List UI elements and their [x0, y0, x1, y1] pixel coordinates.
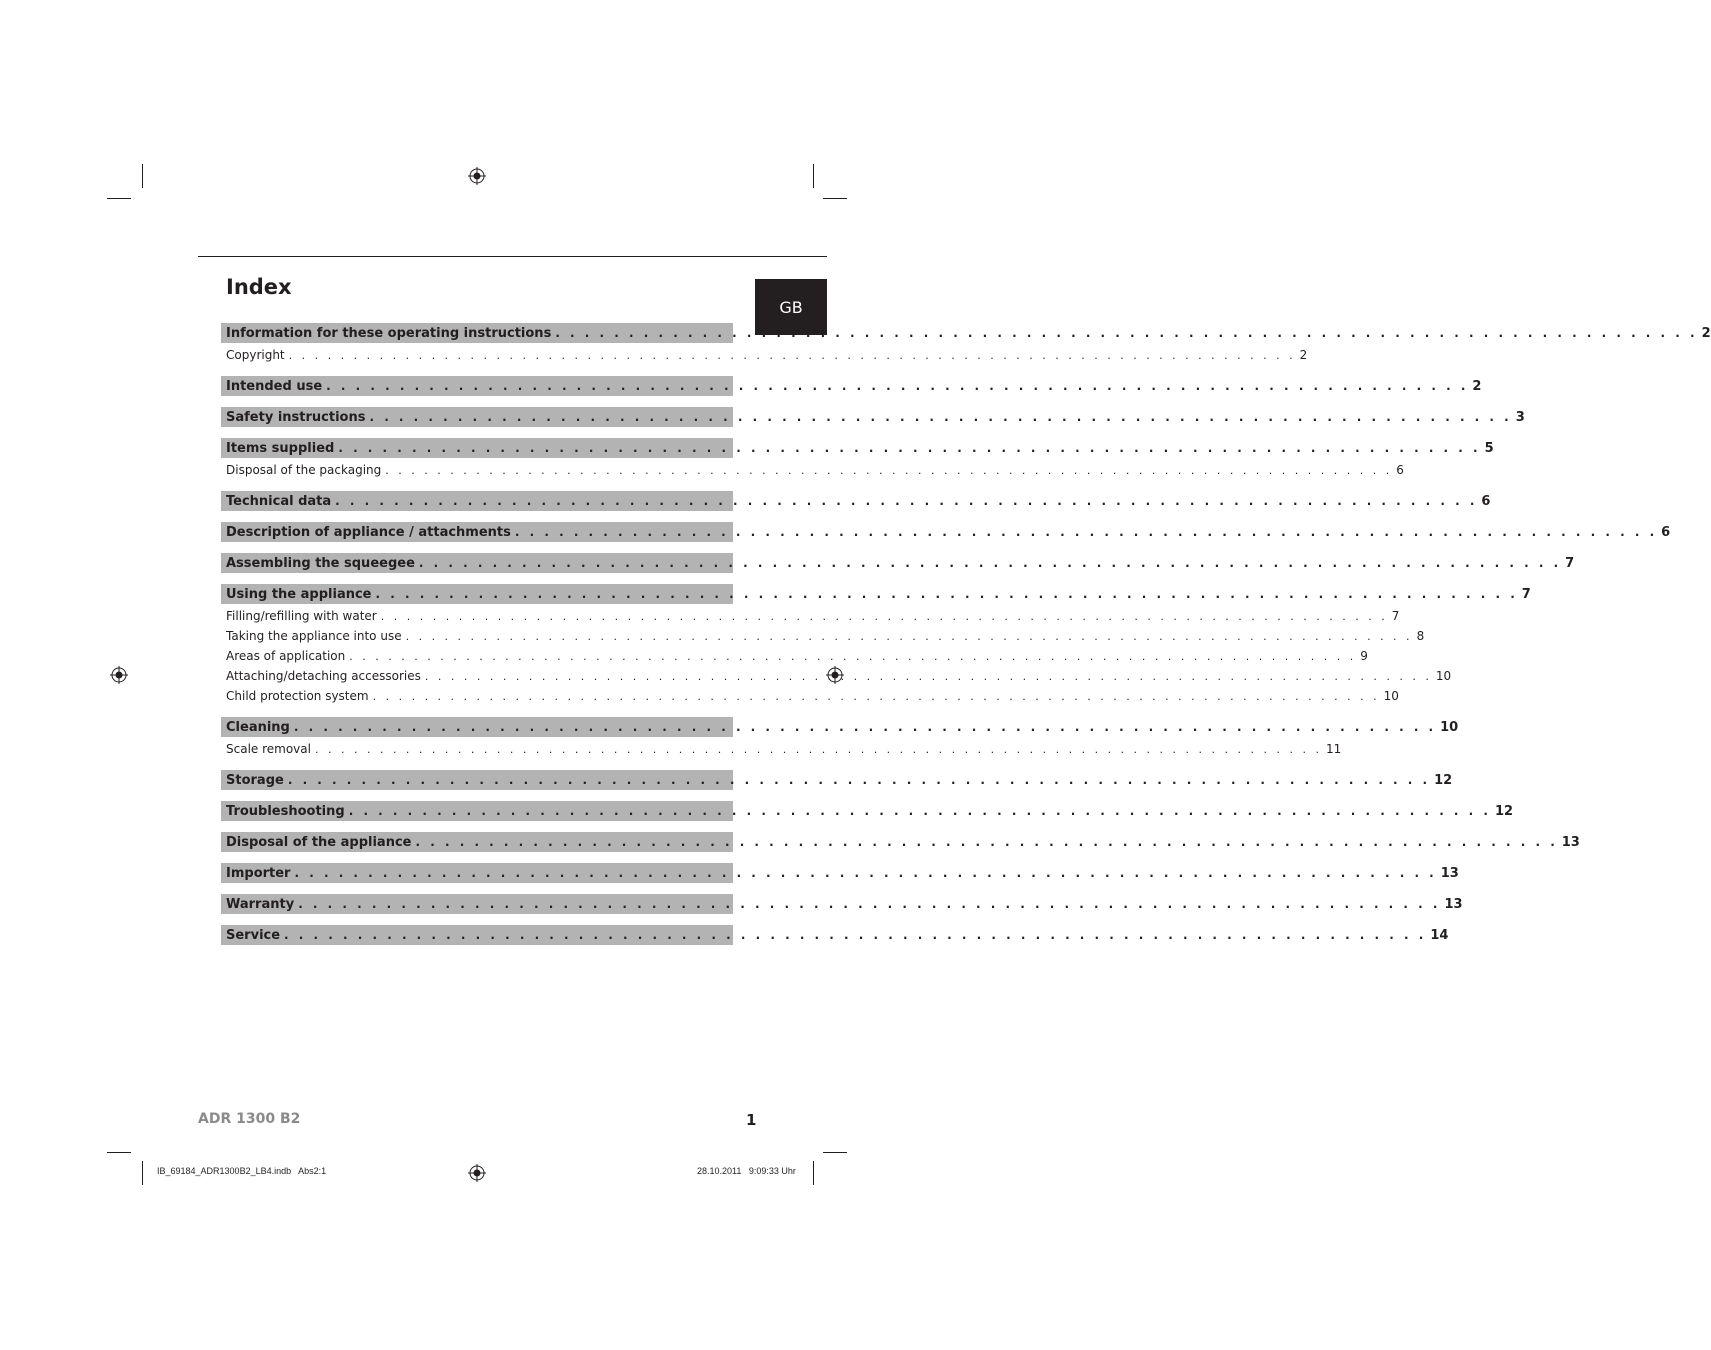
- toc-subsection-label: Filling/refilling with water: [226, 609, 377, 623]
- toc-leader-dots: . . . . . . . . . . . . . . . . . . . . . . . . . . . . . . . . . . . . . . . . . . . . . . . . . . . . . . . . . . . . . . . . . . . . . . . . . . . . . .: [293, 720, 1437, 734]
- toc-section-row: [221, 522, 1671, 542]
- toc-section-label: Importer: [226, 865, 291, 881]
- toc-subsection-page: 11: [1325, 742, 1342, 756]
- toc-subsection-page: 10: [1435, 669, 1452, 683]
- toc-subsection-row: [221, 739, 1342, 759]
- toc-section-row: [221, 717, 1459, 737]
- toc-leader-dots: . . . . . . . . . . . . . . . . . . . . . . . . . . . . . . . . . . . . . . . . . . . . . . . . . . . . . . . . . . . . . . . . . . . . . . . . . . . . . .: [418, 556, 1562, 570]
- print-slug-file: IB_69184_ADR1300B2_LB4.indb Abs2:1: [157, 1166, 327, 1176]
- toc-subsection-label: Taking the appliance into use: [226, 629, 402, 643]
- toc-leader-dots: . . . . . . . . . . . . . . . . . . . . . . . . . . . . . . . . . . . . . . . . . . . . . . . . . . . . . . . . . . . . . . . . . . . . . . . . . . . . . .: [294, 866, 1437, 880]
- toc-section-row: [221, 438, 1494, 458]
- toc-leader-dots: . . . . . . . . . . . . . . . . . . . . . . . . . . . . . . . . . . . . . . . . . . . . . . . . . . . . . . . . . . . . . . . . . . . . . . . . . . . . . .: [349, 649, 1357, 663]
- toc-subsection-label: Copyright: [226, 348, 285, 362]
- toc-section-page: 7: [1521, 586, 1531, 602]
- toc-leader-dots: . . . . . . . . . . . . . . . . . . . . . . . . . . . . . . . . . . . . . . . . . . . . . . . . . . . . . . . . . . . . . . . . . . . . . . . . . . . . . .: [288, 348, 1296, 362]
- toc-subsection-row: [221, 460, 1404, 480]
- toc-section-row: [221, 925, 1449, 945]
- table-of-contents: [221, 323, 1711, 945]
- toc-leader-dots: . . . . . . . . . . . . . . . . . . . . . . . . . . . . . . . . . . . . . . . . . . . . . . . . . . . . . . . . . . . . . . . . . . . . . . . . . . . . . .: [326, 379, 1469, 393]
- toc-section-page: 2: [1701, 325, 1711, 341]
- toc-leader-dots: . . . . . . . . . . . . . . . . . . . . . . . . . . . . . . . . . . . . . . . . . . . . . . . . . . . . . . . . . . . . . . . . . . . . . . . . . . . . . .: [314, 742, 1322, 756]
- toc-leader-dots: . . . . . . . . . . . . . . . . . . . . . . . . . . . . . . . . . . . . . . . . . . . . . . . . . . . . . . . . . . . . . . . . . . . . . . . . . . . . . .: [514, 525, 1658, 539]
- toc-section-label: Safety instructions: [226, 409, 366, 425]
- toc-section-page: 7: [1565, 555, 1575, 571]
- toc-subsection-row: [221, 345, 1308, 365]
- toc-subsection-label: Disposal of the packaging: [226, 463, 382, 477]
- toc-section-row: [221, 863, 1459, 883]
- page-number: 1: [746, 1111, 757, 1129]
- crop-mark: [823, 198, 847, 199]
- toc-section-page: 14: [1430, 927, 1449, 943]
- toc-section-row: [221, 770, 1453, 790]
- toc-leader-dots: . . . . . . . . . . . . . . . . . . . . . . . . . . . . . . . . . . . . . . . . . . . . . . . . . . . . . . . . . . . . . . . . . . . . . . . . . . . . . .: [335, 494, 1478, 508]
- toc-leader-dots: . . . . . . . . . . . . . . . . . . . . . . . . . . . . . . . . . . . . . . . . . . . . . . . . . . . . . . . . . . . . . . . . . . . . . . . . . . . . . .: [348, 804, 1491, 818]
- toc-subsection-label: Areas of application: [226, 649, 346, 663]
- toc-leader-dots: . . . . . . . . . . . . . . . . . . . . . . . . . . . . . . . . . . . . . . . . . . . . . . . . . . . . . . . . . . . . . . . . . . . . . . . . . . . . . .: [287, 773, 1431, 787]
- toc-leader-dots: . . . . . . . . . . . . . . . . . . . . . . . . . . . . . . . . . . . . . . . . . . . . . . . . . . . . . . . . . . . . . . . . . . . . . . . . . . . . . .: [555, 326, 1698, 340]
- toc-subsection-label: Child protection system: [226, 689, 369, 703]
- toc-section-label: Troubleshooting: [226, 803, 345, 819]
- toc-section-page: 5: [1484, 440, 1494, 456]
- toc-subsection-page: 8: [1416, 629, 1425, 643]
- toc-section-row: [221, 491, 1491, 511]
- toc-section-row: [221, 407, 1525, 427]
- crop-mark: [142, 164, 143, 188]
- toc-section-label: Disposal of the appliance: [226, 834, 412, 850]
- crop-mark: [107, 1152, 131, 1153]
- toc-section-row: [221, 894, 1463, 914]
- toc-subsection-row: [221, 626, 1425, 646]
- toc-section-label: Items supplied: [226, 440, 335, 456]
- header-rule: [198, 256, 827, 257]
- toc-subsection-page: 7: [1391, 609, 1400, 623]
- page-title: Index: [226, 275, 292, 299]
- crop-mark: [813, 164, 814, 188]
- toc-section-label: Service: [226, 927, 281, 943]
- language-tab: GB: [755, 279, 827, 335]
- toc-section-row: [221, 832, 1580, 852]
- toc-section-page: 12: [1434, 772, 1453, 788]
- toc-section-page: 12: [1494, 803, 1514, 819]
- toc-leader-dots: . . . . . . . . . . . . . . . . . . . . . . . . . . . . . . . . . . . . . . . . . . . . . . . . . . . . . . . . . . . . . . . . . . . . . . . . . . . . . .: [405, 629, 1413, 643]
- toc-section-page: 13: [1440, 865, 1459, 881]
- toc-subsection-page: 10: [1383, 689, 1399, 703]
- toc-section-page: 2: [1472, 378, 1482, 394]
- toc-subsection-row: [221, 666, 1452, 686]
- toc-section-label: Description of appliance / attachments: [226, 524, 511, 540]
- print-slug-timestamp: 28.10.2011 9:09:33 Uhr: [697, 1166, 796, 1176]
- toc-subsection-page: 9: [1360, 649, 1368, 663]
- toc-subsection-row: [221, 686, 1399, 706]
- model-number: ADR 1300 B2: [198, 1111, 301, 1127]
- crop-mark: [142, 1161, 143, 1185]
- toc-leader-dots: . . . . . . . . . . . . . . . . . . . . . . . . . . . . . . . . . . . . . . . . . . . . . . . . . . . . . . . . . . . . . . . . . . . . . . . . . . . . . .: [298, 897, 1441, 911]
- registration-mark-icon: [110, 666, 128, 684]
- toc-subsection-row: [221, 606, 1400, 626]
- toc-section-row: [221, 801, 1514, 821]
- toc-subsection-page: 2: [1299, 348, 1308, 362]
- crop-mark: [107, 198, 131, 199]
- registration-mark-icon: [468, 1164, 486, 1182]
- toc-section-label: Using the appliance: [226, 586, 372, 602]
- toc-section-label: Technical data: [226, 493, 332, 509]
- toc-leader-dots: . . . . . . . . . . . . . . . . . . . . . . . . . . . . . . . . . . . . . . . . . . . . . . . . . . . . . . . . . . . . . . . . . . . . . . . . . . . . . .: [415, 835, 1558, 849]
- toc-subsection-row: [221, 646, 1368, 666]
- toc-section-page: 10: [1440, 719, 1459, 735]
- toc-leader-dots: . . . . . . . . . . . . . . . . . . . . . . . . . . . . . . . . . . . . . . . . . . . . . . . . . . . . . . . . . . . . . . . . . . . . . . . . . . . . . .: [424, 669, 1432, 683]
- toc-section-label: Assembling the squeegee: [226, 555, 415, 571]
- toc-section-page: 13: [1444, 896, 1463, 912]
- toc-section-row: [221, 584, 1531, 604]
- crop-mark: [813, 1161, 814, 1185]
- toc-section-row: [221, 323, 1711, 343]
- toc-subsection-label: Attaching/detaching accessories: [226, 669, 421, 683]
- toc-section-page: 3: [1515, 409, 1525, 425]
- toc-leader-dots: . . . . . . . . . . . . . . . . . . . . . . . . . . . . . . . . . . . . . . . . . . . . . . . . . . . . . . . . . . . . . . . . . . . . . . . . . . . . . .: [369, 410, 1512, 424]
- toc-section-page: 6: [1481, 493, 1491, 509]
- toc-section-label: Intended use: [226, 378, 323, 394]
- toc-section-row: [221, 376, 1482, 396]
- registration-mark-icon: [468, 167, 486, 185]
- toc-section-page: 6: [1661, 524, 1671, 540]
- toc-subsection-label: Scale removal: [226, 742, 311, 756]
- toc-section-label: Storage: [226, 772, 284, 788]
- toc-leader-dots: . . . . . . . . . . . . . . . . . . . . . . . . . . . . . . . . . . . . . . . . . . . . . . . . . . . . . . . . . . . . . . . . . . . . . . . . . . . . . .: [338, 441, 1481, 455]
- toc-section-row: [221, 553, 1575, 573]
- toc-section-page: 13: [1561, 834, 1580, 850]
- toc-leader-dots: . . . . . . . . . . . . . . . . . . . . . . . . . . . . . . . . . . . . . . . . . . . . . . . . . . . . . . . . . . . . . . . . . . . . . . . . . . . . . .: [375, 587, 1518, 601]
- toc-leader-dots: . . . . . . . . . . . . . . . . . . . . . . . . . . . . . . . . . . . . . . . . . . . . . . . . . . . . . . . . . . . . . . . . . . . . . . . . . . . . . .: [284, 928, 1427, 942]
- toc-subsection-page: 6: [1396, 463, 1404, 477]
- toc-leader-dots: . . . . . . . . . . . . . . . . . . . . . . . . . . . . . . . . . . . . . . . . . . . . . . . . . . . . . . . . . . . . . . . . . . . . . . . . . . . . . .: [385, 463, 1393, 477]
- crop-mark: [823, 1152, 847, 1153]
- toc-section-label: Cleaning: [226, 719, 290, 735]
- toc-section-label: Information for these operating instructions: [226, 325, 552, 341]
- toc-leader-dots: . . . . . . . . . . . . . . . . . . . . . . . . . . . . . . . . . . . . . . . . . . . . . . . . . . . . . . . . . . . . . . . . . . . . . . . . . . . . . .: [380, 609, 1388, 623]
- toc-leader-dots: . . . . . . . . . . . . . . . . . . . . . . . . . . . . . . . . . . . . . . . . . . . . . . . . . . . . . . . . . . . . . . . . . . . . . . . . . . . . . .: [372, 689, 1380, 703]
- toc-section-label: Warranty: [226, 896, 295, 912]
